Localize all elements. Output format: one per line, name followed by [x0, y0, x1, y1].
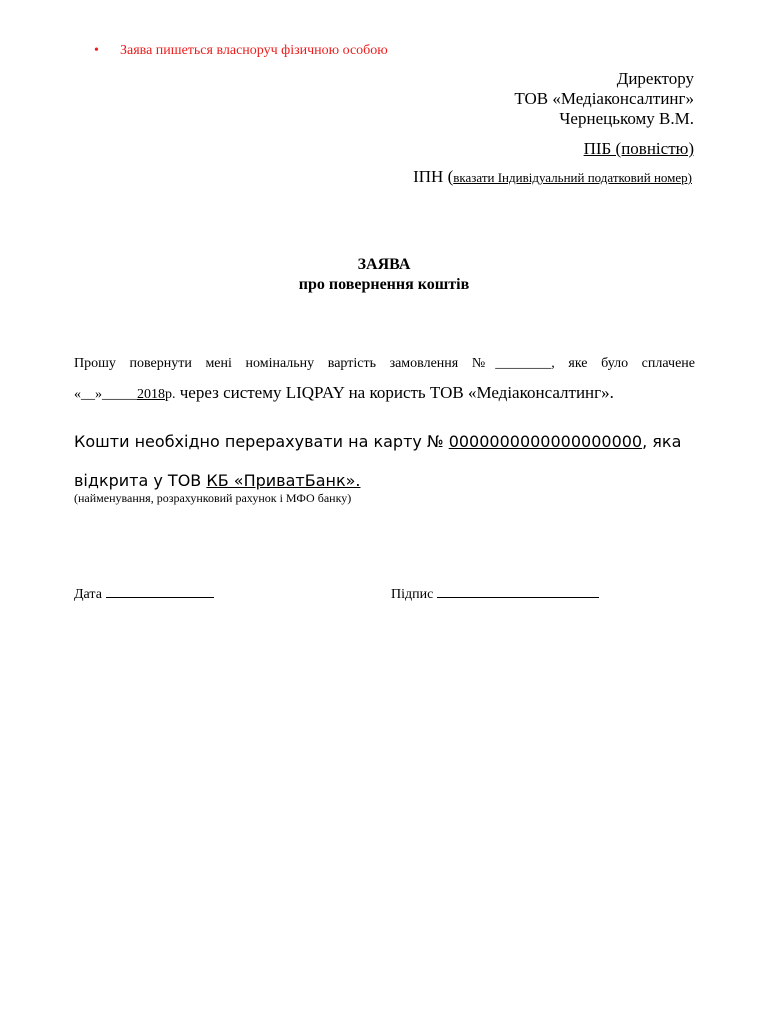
card-line	[74, 432, 681, 451]
signature-label: Підпис	[391, 587, 434, 602]
tax-id-line	[413, 167, 692, 187]
date-blank-line	[106, 585, 214, 598]
date-field	[74, 585, 214, 603]
request-paragraph-line1: Прошу повернути мені номінальну вартість замовлення №________, яке було сплачене	[74, 356, 695, 371]
document-subtitle: про повернення коштів	[298, 276, 470, 293]
bank-name: КБ «ПриватБанк».	[206, 471, 361, 490]
payment-date-blank: «__»_____	[74, 387, 137, 402]
addressee-name: Чернецькому В.М.	[559, 109, 694, 128]
tax-id-hint: вказати Індивідуальний податковий номер)	[453, 170, 692, 185]
instruction-note	[94, 43, 388, 59]
bank-line	[74, 471, 361, 490]
bank-prefix: відкрита у ТОВ	[74, 471, 207, 490]
signature-field	[391, 585, 599, 603]
applicant-full-name: ПІБ (повністю)	[583, 139, 694, 158]
signature-blank-line	[437, 585, 599, 598]
tax-id-open-paren: (	[447, 167, 454, 186]
payment-year-suffix: р.	[165, 387, 176, 402]
addressee-company: ТОВ «Медіаконсалтинг»	[514, 89, 694, 108]
card-number: 0000000000000000000	[448, 432, 643, 451]
request-paragraph-line2	[74, 383, 614, 403]
tax-id-label: ІПН	[413, 167, 444, 186]
instruction-text: Заява пишеться власноруч фізичною особою	[120, 43, 388, 58]
card-prefix: Кошти необхідно перерахувати на карту №	[74, 432, 449, 451]
payment-year: 2018	[137, 387, 165, 402]
card-suffix: , яка	[642, 432, 682, 451]
date-label: Дата	[74, 587, 102, 602]
payment-method-text: через систему LIQPAY на користь ТОВ «Медіаконсалтинг».	[175, 383, 614, 402]
document-title: ЗАЯВА	[357, 256, 411, 273]
bullet-marker: •	[94, 43, 99, 58]
bank-caption: (найменування, розрахунковий рахунок і МФО банку)	[74, 491, 352, 505]
addressee-title: Директору	[616, 69, 694, 88]
